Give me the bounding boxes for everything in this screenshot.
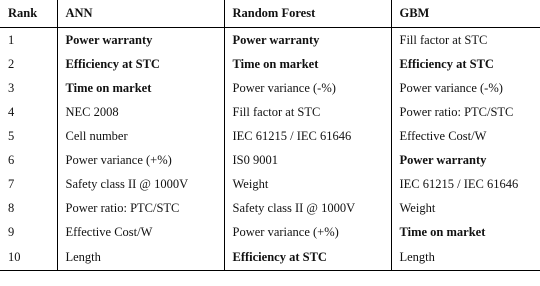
- rank-cell: 5: [8, 128, 15, 143]
- header-row: [0, 0, 540, 28]
- table-row: [0, 124, 540, 148]
- table-row: [0, 52, 540, 76]
- rank-cell: 2: [8, 56, 15, 71]
- table-row: [0, 100, 540, 124]
- rf-cell: Fill factor at STC: [224, 100, 391, 124]
- table-row: [0, 148, 540, 172]
- header-gbm: GBM: [391, 0, 540, 28]
- gbm-cell: Power ratio: PTC/STC: [391, 100, 540, 124]
- ann-cell: Safety class II @ 1000V: [57, 172, 224, 196]
- table-row: [0, 196, 540, 220]
- gbm-cell: Weight: [391, 196, 540, 220]
- ann-cell: Effective Cost/W: [57, 220, 224, 244]
- gbm-cell: Fill factor at STC: [391, 28, 540, 53]
- ann-cell: NEC 2008: [57, 100, 224, 124]
- ann-cell: Cell number: [57, 124, 224, 148]
- rank-cell: 7: [8, 176, 15, 191]
- gbm-cell: Efficiency at STC: [391, 52, 540, 76]
- table-row: [0, 244, 540, 271]
- rf-cell: Power variance (-%): [224, 76, 391, 100]
- header-ann: ANN: [57, 0, 224, 28]
- header-rank: Rank: [0, 0, 57, 28]
- rank-cell: 6: [8, 152, 15, 167]
- gbm-cell: Power warranty: [391, 148, 540, 172]
- gbm-cell: IEC 61215 / IEC 61646: [391, 172, 540, 196]
- ann-cell: Power variance (+%): [57, 148, 224, 172]
- ann-cell: Efficiency at STC: [57, 52, 224, 76]
- rf-cell: Efficiency at STC: [224, 244, 391, 271]
- rank-cell: 4: [8, 104, 15, 119]
- rf-cell: IS0 9001: [224, 148, 391, 172]
- ann-cell: Length: [57, 244, 224, 271]
- rank-cell: 10: [0, 244, 57, 271]
- rf-cell: Time on market: [224, 52, 391, 76]
- table-row: [0, 172, 540, 196]
- gbm-cell: Power variance (-%): [391, 76, 540, 100]
- rf-cell: Weight: [224, 172, 391, 196]
- gbm-cell: Length: [391, 244, 540, 271]
- header-random-forest: Random Forest: [224, 0, 391, 28]
- gbm-cell: Time on market: [391, 220, 540, 244]
- table-row: [0, 28, 540, 53]
- rank-cell: 3: [8, 80, 15, 95]
- rf-cell: Power warranty: [224, 28, 391, 53]
- rf-cell: Power variance (+%): [224, 220, 391, 244]
- rank-cell: 8: [8, 200, 15, 215]
- rf-cell: Safety class II @ 1000V: [224, 196, 391, 220]
- ann-cell: Time on market: [57, 76, 224, 100]
- rank-cell: 9: [8, 224, 15, 239]
- rank-cell: 1: [8, 32, 15, 47]
- ann-cell: Power ratio: PTC/STC: [57, 196, 224, 220]
- rf-cell: IEC 61215 / IEC 61646: [224, 124, 391, 148]
- gbm-cell: Effective Cost/W: [391, 124, 540, 148]
- ann-cell: Power warranty: [57, 28, 224, 53]
- table-row: [0, 220, 540, 244]
- table-row: [0, 76, 540, 100]
